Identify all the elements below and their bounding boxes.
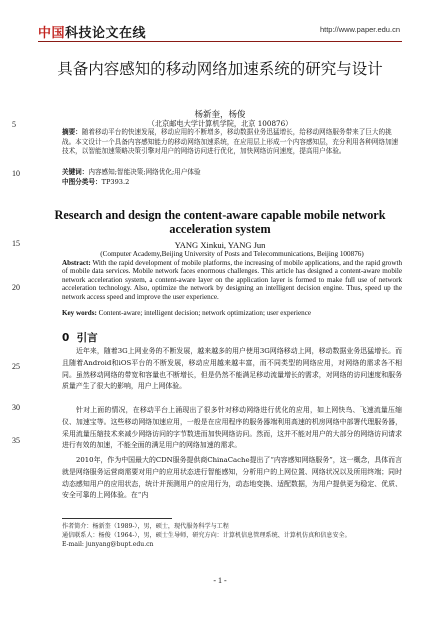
classification-label: 中图分类号：	[62, 178, 102, 186]
abstract-english	[62, 259, 402, 301]
keywords-en-text: Content-aware; intelligent decision; network optimization; user experience	[96, 309, 311, 317]
keywords-label: 关键词：	[62, 168, 89, 176]
journal-logo[interactable]	[38, 22, 146, 41]
body-paragraph: 2010年，作为中国最大的CDN服务提供商ChinaCache提出了“内容感知网络服务”，这一概念，具体而言就是网络服务运营商需要对用户的应用状态进行智能感知，分析用户的上网位置、网络状况以及所用终端；同时动态感知用户的应用状态，统计并预测用户的应用行为，动态地变换、适配数据，为用户提供更为稳定、优质、安全可靠的上网体验。在“内	[62, 456, 402, 500]
keywords-text: 内容感知;智能决策;网络优化;用户体验	[88, 168, 201, 176]
logo-red-text: 中国	[38, 25, 66, 40]
abstract-chinese	[62, 128, 402, 157]
line-number: 5	[12, 120, 16, 129]
title-english: Research and design the content-aware capable mobile network acceleration system	[54, 208, 386, 236]
body-paragraph: 近年来，随着3G上网业务的不断发展，越来越多的用户使用3G网络移动上网，移动数据业务迅猛增长。而且随着Android和iOS平台的不断发展，移动应用越来越丰富，而不同类型的网络应用，对网络的需求各不相同。虽然移动网络的带宽和容量也不断增长，但是仍然不能满足移动流量增长的需求，对网络的访问速度和服务质量产生了很大的影响，用户上网体验。	[62, 347, 402, 391]
abstract-en-label: Abstract:	[62, 259, 91, 267]
line-number: 35	[12, 436, 20, 445]
header-url[interactable]: http://www.paper.edu.cn	[319, 25, 400, 34]
classification-number	[62, 178, 402, 188]
abstract-en-text: With the rapid development of mobile platforms, the increasing of mobile applications, and the rapid growth of mobile data services. Mobile network faces enormous challenges. This article has designed a content-aware mobile network acceleration system, a content-aware layer on the application layer is formed to make full use of network acceleration technology. Also, optimize the network by designing an intelligent decision engine. Thus, speed up the network access speed and improve the user experience.	[62, 259, 402, 301]
section-number: 0	[62, 332, 70, 344]
authors-english: YANG Xinkui, YANG Jun	[174, 240, 266, 250]
footnote-contact: 通信联系人：杨俊（1964-），男，硕士生导师，研究方向：计算机信息管理系统、计算机仿真和信息安全。	[62, 532, 351, 539]
authors-chinese: 杨新奎，杨俊	[194, 110, 246, 120]
keywords-english	[62, 309, 402, 317]
page-header	[38, 22, 400, 40]
abstract-text: 随着移动平台的快速发展，移动应用的不断增多，移动数据业务迅猛增长，给移动网络服务带来了巨大的挑战。本文设计一个具备内容感知能力的移动网络加速系统，在应用层上形成一个内容感知层，充分利用各种网络加速技术，以智能加速策略决策引擎对用户的网络访问进行优化，加快网络访问速度，提高用户体验。	[62, 128, 399, 156]
affiliation-chinese: （北京邮电大学计算机学院，北京 100876）	[147, 119, 293, 128]
line-number: 10	[12, 169, 20, 178]
line-number: 15	[12, 239, 20, 248]
header-rule	[38, 41, 402, 42]
footnote-email[interactable]: E-mail: junyang@bupt.edu.cn	[62, 541, 154, 548]
footnote-author-bio: 作者简介：杨新奎（1989-），男，硕士，现代服务科学与工程	[62, 523, 229, 530]
section-heading	[62, 330, 98, 345]
line-number: 20	[12, 283, 20, 292]
body-paragraph: 针对上面的情况，在移动平台上涌现出了很多针对移动网络进行优化的应用，如上网快鸟、飞速流量压缩仪、加速宝等。这些移动网络加速应用，一般是在应用程序的服务器端利用高速的机房网络中部署代理服务器，采用流量压缩技术来减少网络访问的字节数进而加快网络访问。然而，这并不能对用户的大部分的网络访问请求进行有效的加速，不能全面的满足用户的网络加速的需求。	[62, 406, 402, 450]
footnote	[62, 522, 407, 549]
section-title: 引言	[76, 332, 98, 344]
affiliation-english: (Computer Academy,Beijing University of Posts and Telecommunications, Beijing 100876)	[100, 250, 364, 258]
classification-text: TP393.2	[101, 178, 130, 186]
line-number: 30	[12, 403, 20, 412]
page-number: - 1 -	[213, 576, 227, 585]
keywords-chinese	[62, 168, 402, 178]
line-number: 25	[12, 362, 20, 371]
logo-black-text: 科技论文在线	[65, 25, 147, 40]
keywords-en-label: Key words:	[62, 309, 97, 317]
abstract-label: 摘要：	[62, 128, 82, 136]
title-chinese: 具备内容感知的移动网络加速系统的研究与设计	[57, 60, 383, 78]
footnote-rule	[62, 518, 172, 519]
